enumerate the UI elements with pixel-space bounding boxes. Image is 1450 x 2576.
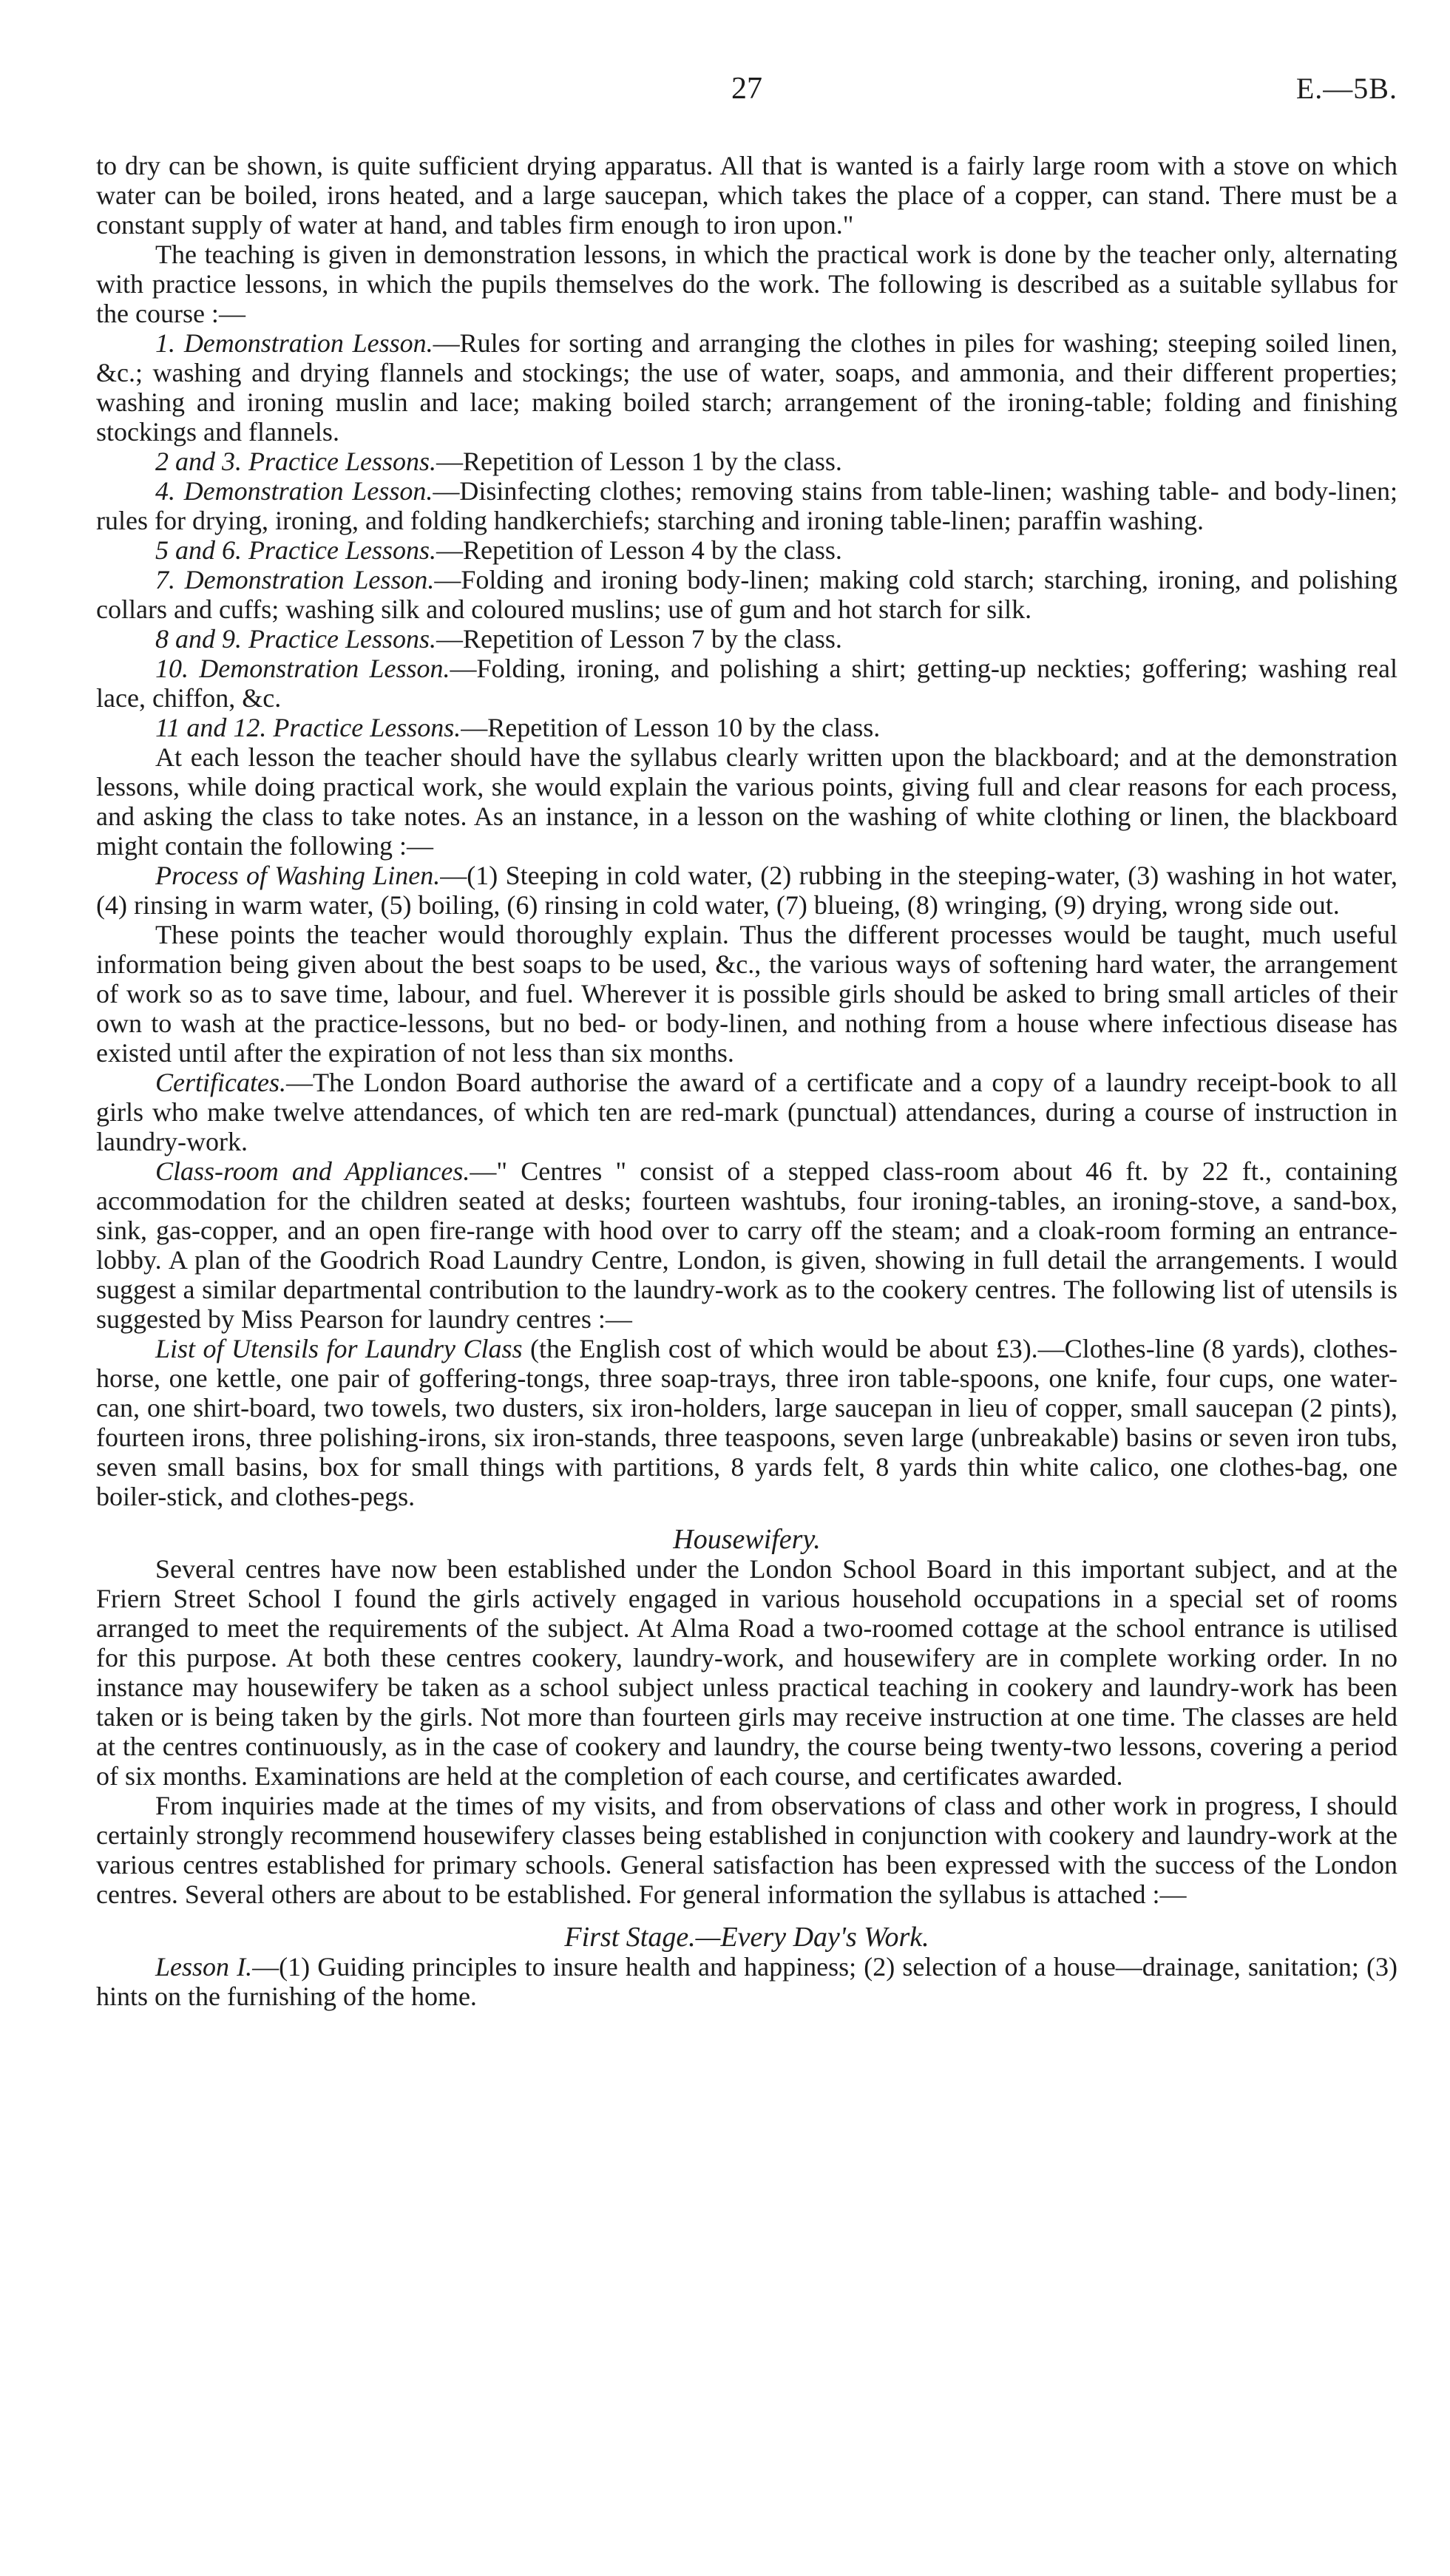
lesson-title: 4. Demonstration Lesson.: [155, 476, 433, 506]
process-paragraph: [96, 861, 1398, 920]
syllabus-lesson: [96, 565, 1398, 624]
first-stage-heading: First Stage.—Every Day's Work.: [564, 1922, 929, 1953]
opening-paragraph: to dry can be shown, is quite sufficient drying apparatus. All that is wanted is a fairly large room with a stove on which water can be boiled, irons heated, and a large saucepan, which takes the place of a copper, can stand. There must be a constant supply of water at hand, and tables firm enough to iron upon.": [96, 151, 1398, 240]
certificates-paragraph: [96, 1068, 1398, 1156]
utensils-title: List of Utensils for Laundry Class: [155, 1334, 523, 1363]
section-spacer: [96, 1909, 1398, 1922]
housewifery-heading: Housewifery.: [673, 1524, 821, 1555]
explanation-paragraph: These points the teacher would thoroughly explain. Thus the different processes would be taught, much useful information being given about the best soaps to be used, &c., the various ways of softening hard water, the arrangement of work so as to save time, labour, and fuel. Wherever it is possible girls should be asked to bring small articles of their own to wash at the practice-lessons, but no bed- or body-linen, and nothing from a house where infectious disease has existed until after the expiration of not less than six months.: [96, 920, 1398, 1068]
classroom-title: Class-room and Appliances.: [155, 1156, 470, 1186]
syllabus-lesson: [96, 654, 1398, 713]
syllabus-lesson: [96, 535, 1398, 565]
classroom-text: —" Centres " consist of a stepped class-room about 46 ft. by 22 ft., containing accommodation for the children seated at desks; fourteen washtubs, four ironing-tables, an ironing-stove, a sand-box, sink, gas-copper, and an open fire-range with hood over to carry off the steam; and a cloak-room forming an entrance-lobby. A plan of the Goodrich Road Laundry Centre, London, is given, showing in full detail the arrangements. I would suggest a similar departmental contribution to the laundry-work as to the cookery centres. The following list of utensils is suggested by Miss Pearson for laundry centres :—: [96, 1156, 1398, 1334]
lesson-text: —Disinfecting clothes; removing stains from table-linen; washing table- and body-linen; rules for drying, ironing, and folding handkerchiefs; starching and ironing table-linen; paraffin washing.: [96, 476, 1398, 535]
teaching-intro-paragraph: The teaching is given in demonstration lessons, in which the practical work is done by the teacher only, alternating with practice lessons, in which the pupils themselves do the work. The following is described as a suitable syllabus for the course :—: [96, 240, 1398, 328]
lesson-title: 5 and 6. Practice Lessons.: [155, 535, 436, 565]
housewifery-paragraph-2: From inquiries made at the times of my visits, and from observations of class and other work in progress, I should certainly strongly recommend housewifery classes being established in conjunction with cookery and laundry-work at the various centres established for primary schools. General satisfaction has been expressed with the success of the London centres. Several others are about to be established. For general information the syllabus is attached :—: [96, 1791, 1398, 1909]
lesson-title: Lesson I.: [155, 1952, 253, 1982]
page-header: [96, 74, 1398, 118]
section-spacer: [96, 1511, 1398, 1525]
syllabus-lesson: [96, 476, 1398, 535]
housewifery-paragraph-1: Several centres have now been established under the London School Board in this important subject, and at the Friern Street School I found the girls actively engaged in various household occupations in a special set of rooms arranged to meet the requirements of the subject. At Alma Road a two-roomed cottage at the school entrance is utilised for this purpose. At both these centres cookery, laundry-work, and housewifery are in complete working order. In no instance may housewifery be taken as a school subject unless practical teaching in cookery and laundry-work has been taken or is being taken by the girls. Not more than fourteen girls may receive instruction at one time. The classes are held at the centres continuously, as in the case of cookery and laundry, the course being twenty-two lessons, covering a period of six months. Examinations are held at the completion of each course, and certificates awarded.: [96, 1554, 1398, 1791]
document-reference: E.—5B.: [1295, 72, 1398, 105]
syllabus-lesson: [96, 328, 1398, 447]
lesson-title: 8 and 9. Practice Lessons.: [155, 624, 436, 654]
utensils-text: (the English cost of which would be about £3).—Clothes-line (8 yards), clothes-horse, one kettle, one pair of goffering-tongs, three soap-trays, three iron table-spoons, one knife, four cups, one water-can, one shirt-board, two towels, two dusters, six iron-holders, large saucepan in lieu of copper, small saucepan (2 pints), fourteen irons, three polishing-irons, six iron-stands, three teaspoons, seven large (unbreakable) basins or seven iron tubs, seven small basins, box for small things with partitions, 8 yards felt, 8 yards thin white calico, one clothes-bag, one boiler-stick, and clothes-pegs.: [96, 1334, 1398, 1511]
lesson-text: —(1) Guiding principles to insure health and happiness; (2) selection of a house—drainage, sanitation; (3) hints on the furnishing of the home.: [96, 1952, 1398, 2011]
lesson-title: 1. Demonstration Lesson.: [155, 328, 433, 358]
classroom-paragraph: [96, 1156, 1398, 1334]
lesson-text: —Folding, ironing, and polishing a shirt; getting-up neckties; goffering; washing real lace, chiffon, &c.: [96, 654, 1398, 713]
lesson-title: 10. Demonstration Lesson.: [155, 654, 450, 683]
lesson-title: 2 and 3. Practice Lessons.: [155, 447, 436, 476]
process-title: Process of Washing Linen.: [155, 861, 441, 890]
lesson-title: 7. Demonstration Lesson.: [155, 565, 435, 594]
page-number: 27: [731, 72, 762, 106]
process-text: —(1) Steeping in cold water, (2) rubbing in the steeping-water, (3) washing in hot water, (4) rinsing in warm water, (5) boiling, (6) rinsing in cold water, (7) blueing, (8) wringing, (9) drying, wrong side out.: [96, 861, 1398, 920]
lesson-text: —Repetition of Lesson 7 by the class.: [436, 624, 842, 654]
first-stage-lesson: [96, 1952, 1398, 2011]
syllabus-lesson: [96, 447, 1398, 476]
certificates-text: —The London Board authorise the award of a certificate and a copy of a laundry receipt-book to all girls who make twelve attendances, of which ten are red-mark (punctual) attendances, during a course of instruction in laundry-work.: [96, 1068, 1398, 1156]
lesson-text: —Rules for sorting and arranging the clothes in piles for washing; steeping soiled linen, &c.; washing and drying flannels and stockings; the use of water, soaps, and ammonia, and their different properties; washing and ironing muslin and lace; making boiled starch; arrangement of the ironing-table; folding and finishing stockings and flannels.: [96, 328, 1398, 447]
syllabus-lesson: [96, 624, 1398, 654]
lesson-text: —Folding and ironing body-linen; making cold starch; starching, ironing, and polishing collars and cuffs; washing silk and coloured muslins; use of gum and hot starch for silk.: [96, 565, 1398, 624]
lesson-text: —Repetition of Lesson 1 by the class.: [436, 447, 842, 476]
lesson-title: 11 and 12. Practice Lessons.: [155, 713, 461, 742]
syllabus-lesson: [96, 713, 1398, 742]
blackboard-paragraph: At each lesson the teacher should have the syllabus clearly written upon the blackboard; and at the demonstration lessons, while doing practical work, she would explain the various points, giving full and clear reasons for each process, and asking the class to take notes. As an instance, in a lesson on the washing of white clothing or linen, the blackboard might contain the following :—: [96, 742, 1398, 861]
page-body: [96, 151, 1398, 2011]
certificates-title: Certificates.: [155, 1068, 286, 1097]
lesson-text: —Repetition of Lesson 10 by the class.: [461, 713, 881, 742]
lesson-text: —Repetition of Lesson 4 by the class.: [436, 535, 842, 565]
utensils-paragraph: [96, 1334, 1398, 1511]
